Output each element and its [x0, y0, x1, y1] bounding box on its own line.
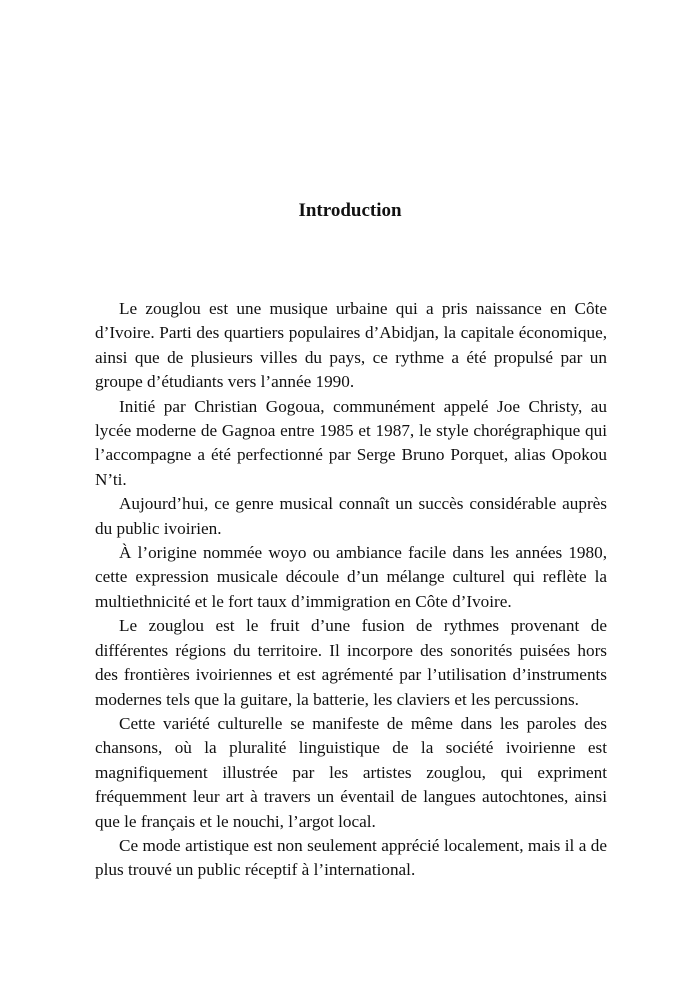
paragraph-1: Le zouglou est une musique urbaine qui a pris naissance en Côte d’Ivoire. Parti des quartiers populaires d’Abidjan, la capitale économique, ainsi que de plusieurs villes du pays, ce rythme a été propulsé par un groupe d’étudiants vers l’année 1990. — [95, 299, 607, 392]
paragraph-7: Ce mode artistique est non seulement apprécié localement, mais il a de plus trouvé un public réceptif à l’international. — [95, 835, 607, 880]
paragraph-2: Initié par Christian Gogoua, communément appelé Joe Christy, au lycée moderne de Gagnoa entre 1985 et 1987, le style chorégraphique qui l’accompagne a été perfectionné par Serge Bruno Porquet, alias Opokou N’ti. — [95, 396, 607, 489]
paragraph-5: Le zouglou est le fruit d’une fusion de rythmes provenant de différentes régions du territoire. Il incorpore des sonorités puisées hors des frontières ivoiriennes et est agrémenté par l’utilisation d’instruments modernes tels que la guitare, la batterie, les claviers et les percussions. — [95, 616, 607, 709]
page-title: Introduction — [298, 200, 402, 221]
paragraph-3: Aujourd’hui, ce genre musical connaît un succès considérable auprès du public ivoirien. — [95, 494, 607, 538]
body-text — [95, 297, 607, 883]
paragraph-6: Cette variété culturelle se manifeste de même dans les paroles des chansons, où la pluralité linguistique de la société ivoirienne est magnifiquement illustrée par les artistes zouglou, qui expriment fréquemment leur art à travers un éventail de langues autochtones, ainsi que le français et le nouchi, l’argot local. — [95, 713, 607, 831]
paragraph-4: À l’origine nommée woyo ou ambiance facile dans les années 1980, cette expression musicale découle d’un mélange culturel qui reflète la multiethnicité et le fort taux d’immigration en Côte d’Ivoire. — [95, 543, 607, 611]
